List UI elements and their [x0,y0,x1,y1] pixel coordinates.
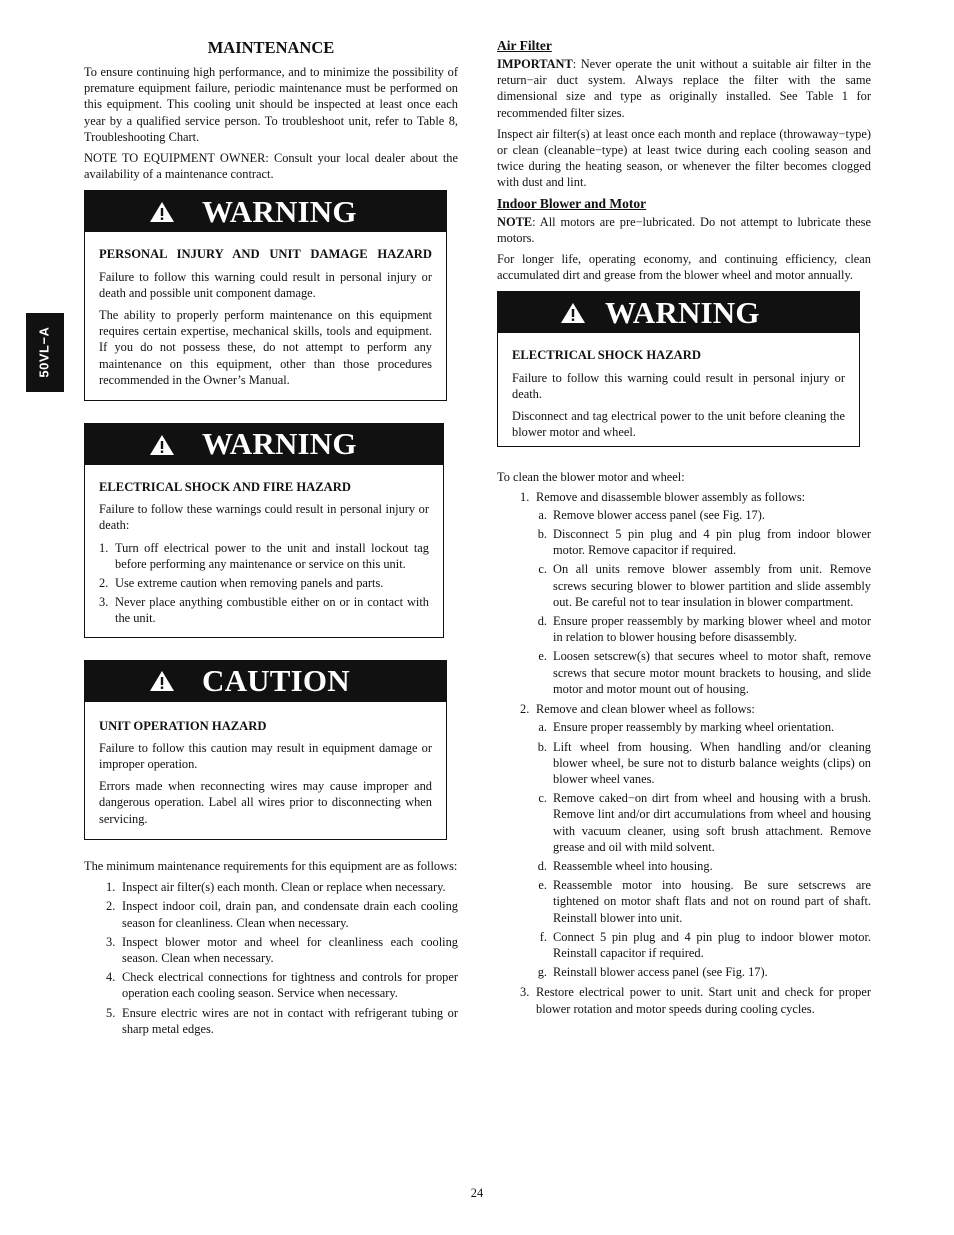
caution-box [84,660,447,840]
clean-intro: To clean the blower motor and wheel: [497,470,685,485]
min-maintenance-intro: The minimum maintenance requirements for this equipment are as follows: [84,858,458,873]
list-item: d. Reassemble wheel into housing. [537,858,713,873]
list-item: b. Disconnect 5 pin plug and 4 pin plug from indoor blower motor. Remove capacitor if required. [537,527,871,558]
page-number: 24 [470,1186,484,1200]
hazard-title: PERSONAL INJURY AND UNIT DAMAGE HAZARD [99,247,432,262]
motor-note: NOTE: All motors are pre−lubricated. Do not attempt to lubricate these motors. [497,214,871,245]
side-tab-label: 50VL−A [36,326,52,379]
list-item: 1. Turn off electrical power to the unit and install lockout tag before performing any maintenance or service on this unit. [99,540,429,571]
warning-title: WARNING [202,193,357,229]
list-item: 4. Check electrical connections for tightness and controls for proper operation each cooling season. Service when necessary. [106,970,458,1001]
list-item: e. Loosen setscrew(s) that secures wheel to motor shaft, remove screws that secure motor mount brackets to housing, and slide motor and motor mount out of housing. [538,649,871,696]
warning-text: Failure to follow these warnings could result in personal injury or death: [99,502,429,533]
sub-steps [536,719,871,980]
list-item: c. Remove caked−on dirt from wheel and housing with a brush. Remove lint and/or dirt accumulations from wheel and housing with vacuum cleaner, using soft brush attachment. Remove grease and oil with mild solvent. [538,791,871,854]
warning-triangle-icon [149,201,175,223]
list-item: a. Ensure proper reassembly by marking wheel orientation. [538,720,835,735]
list-item: 3. Restore electrical power to unit. Start unit and check for proper blower rotation and motor speeds during cooling cycles. [520,985,871,1016]
list-item: g. Reinstall blower access panel (see Fig. 17). [537,965,768,980]
list-item: 2. Remove and clean blower wheel as follows: a. Ensure proper reassembly by marking wheel orientation. b. Lift wheel from housing. When handling and/or cleaning blower wheel, be sure not to disturb balance weights (clips) on blower wheel vanes. c. Remove caked−on dirt from wheel and housing with a brush. Remove lint and/or dirt accumulations from wheel and housing with vacuum cleaner, using soft brush attachment. Remove grease and oil with mild solvent. d. Reassemble wheel into housing. e. Reassemble motor into housing. Be sure setscrews are tightened on motor shaft flats and not on round part of shaft. Reinstall blower into unit. f. Connect 5 pin plug and 4 pin plug to indoor blower motor. Reinstall capacitor if required. g. Reinstall blower access panel (see Fig. 17). [497,701,871,980]
list-item: 5. Ensure electric wires are not in contact with refrigerant tubing or sharp metal edges. [106,1005,458,1036]
list-item: 2. Inspect indoor coil, drain pan, and condensate drain each cooling season for cleanliness. Clean when necessary. [106,899,458,930]
list-item: c. On all units remove blower assembly from unit. Remove screws securing blower to blower partition and slide assembly out. Be careful not to tear insulation in blower compartment. [538,562,871,609]
list-item: 1. Inspect air filter(s) each month. Clean or replace when necessary. [106,880,446,895]
warning-triangle-icon [560,302,586,324]
list-item: f. Connect 5 pin plug and 4 pin plug to indoor blower motor. Reinstall capacitor if required. [539,929,871,960]
hazard-title: ELECTRICAL SHOCK AND FIRE HAZARD [99,480,351,495]
warning-title: WARNING [202,426,357,462]
air-filter-heading: Air Filter [497,38,552,53]
maintenance-heading: MAINTENANCE [207,38,335,57]
warning-triangle-icon [149,670,175,692]
warning-header [85,424,443,465]
list-item: 3. Inspect blower motor and wheel for cleanliness each cooling season. Clean when necessary. [106,934,458,965]
sub-steps [536,507,871,697]
list-item: d. Ensure proper reassembly by marking blower wheel and motor in relation to blower housing before disassembly. [537,614,871,645]
warning-box-electrical-fire [84,423,444,638]
caution-title: CAUTION [202,663,350,699]
warning-box-injury [84,190,447,401]
hazard-title: UNIT OPERATION HAZARD [99,718,267,733]
warning-box-electrical [497,291,860,447]
blower-cleaning-advice: For longer life, operating economy, and continuing efficiency, clean accumulated dirt and grease from the blower wheel and motor annually. [497,252,871,283]
warning-text: Failure to follow this warning could result in personal injury or death and possible unit component damage. [99,269,432,300]
warning-list [99,540,429,627]
warning-text: Disconnect and tag electrical power to the unit before cleaning the blower motor and wheel. [512,409,845,440]
intro-paragraph: To ensure continuing high performance, and to minimize the possibility of premature equipment failure, periodic maintenance must be performed on this equipment. This cooling unit should be inspected at least once each year by a qualified service person. To troubleshoot unit, refer to Table 8, Troubleshooting Chart. [84,65,458,144]
side-tab [26,313,64,392]
warning-title: WARNING [605,294,760,330]
air-filter-important: IMPORTANT: Never operate the unit without a suitable air filter in the return−air duct system. Always replace the filter with the same dimensional size and type as originally installed. See Table 1 for recommended filter sizes. [497,57,871,120]
hazard-title: ELECTRICAL SHOCK HAZARD [512,348,701,363]
list-item: b. Lift wheel from housing. When handling and/or cleaning blower wheel, be sure not to disturb balance weights (clips) on blower wheel vanes. [537,739,871,786]
warning-header [498,292,859,333]
list-item: a. Remove blower access panel (see Fig. 17). [538,507,765,522]
list-item: e. Reassemble motor into housing. Be sure setscrews are tightened on motor shaft flats and not on round part of shaft. Reinstall blower into unit. [538,878,871,925]
air-filter-inspect: Inspect air filter(s) at least once each month and replace (throwaway−type) or clean (cleanable−type) at least twice during each cooling season and twice during the heating season, or whenever the filter becomes clogged with dust and lint. [497,126,871,190]
list-item: 1. Remove and disassemble blower assembly as follows: a. Remove blower access panel (see Fig. 17). b. Disconnect 5 pin plug and 4 pin plug from indoor blower motor. Remove capacitor if required. c. On all units remove blower assembly from unit. Remove screws securing blower to blower partition and slide assembly out. Be careful not to tear insulation in blower compartment. d. Ensure proper reassembly by marking blower wheel and motor in relation to blower housing before disassembly. e. Loosen setscrew(s) that secures wheel to motor shaft, remove screws that secure motor mount brackets to housing, and slide motor and motor mount out of housing. [497,489,871,697]
caution-text: Failure to follow this caution may result in equipment damage or improper operation. [99,740,432,772]
min-maintenance-list [84,879,458,1037]
warning-text: Failure to follow this warning could result in personal injury or death. [512,370,845,401]
left-column [84,38,458,1041]
list-item: 2. Use extreme caution when removing panels and parts. [99,576,384,591]
owner-note: NOTE TO EQUIPMENT OWNER: Consult your local dealer about the availability of a maintenance contract. [84,151,458,182]
list-item: 3. Never place anything combustible either on or in contact with the unit. [99,595,429,626]
caution-header [85,661,446,702]
warning-triangle-icon [149,434,175,456]
warning-text: The ability to properly perform maintenance on this equipment requires certain expertise, mechanical skills, tools and equipment. If you do not possess these, do not attempt to perform any maintenance on this equipment, other than those procedures recommended in the Owner’s Manual. [99,308,432,387]
warning-header [85,191,446,232]
indoor-blower-heading: Indoor Blower and Motor [497,195,647,211]
cleaning-steps [497,489,871,1017]
caution-text: Errors made when reconnecting wires may cause improper and dangerous operation. Label all wires prior to disconnecting when servicing. [99,779,432,826]
right-column [497,38,871,1020]
